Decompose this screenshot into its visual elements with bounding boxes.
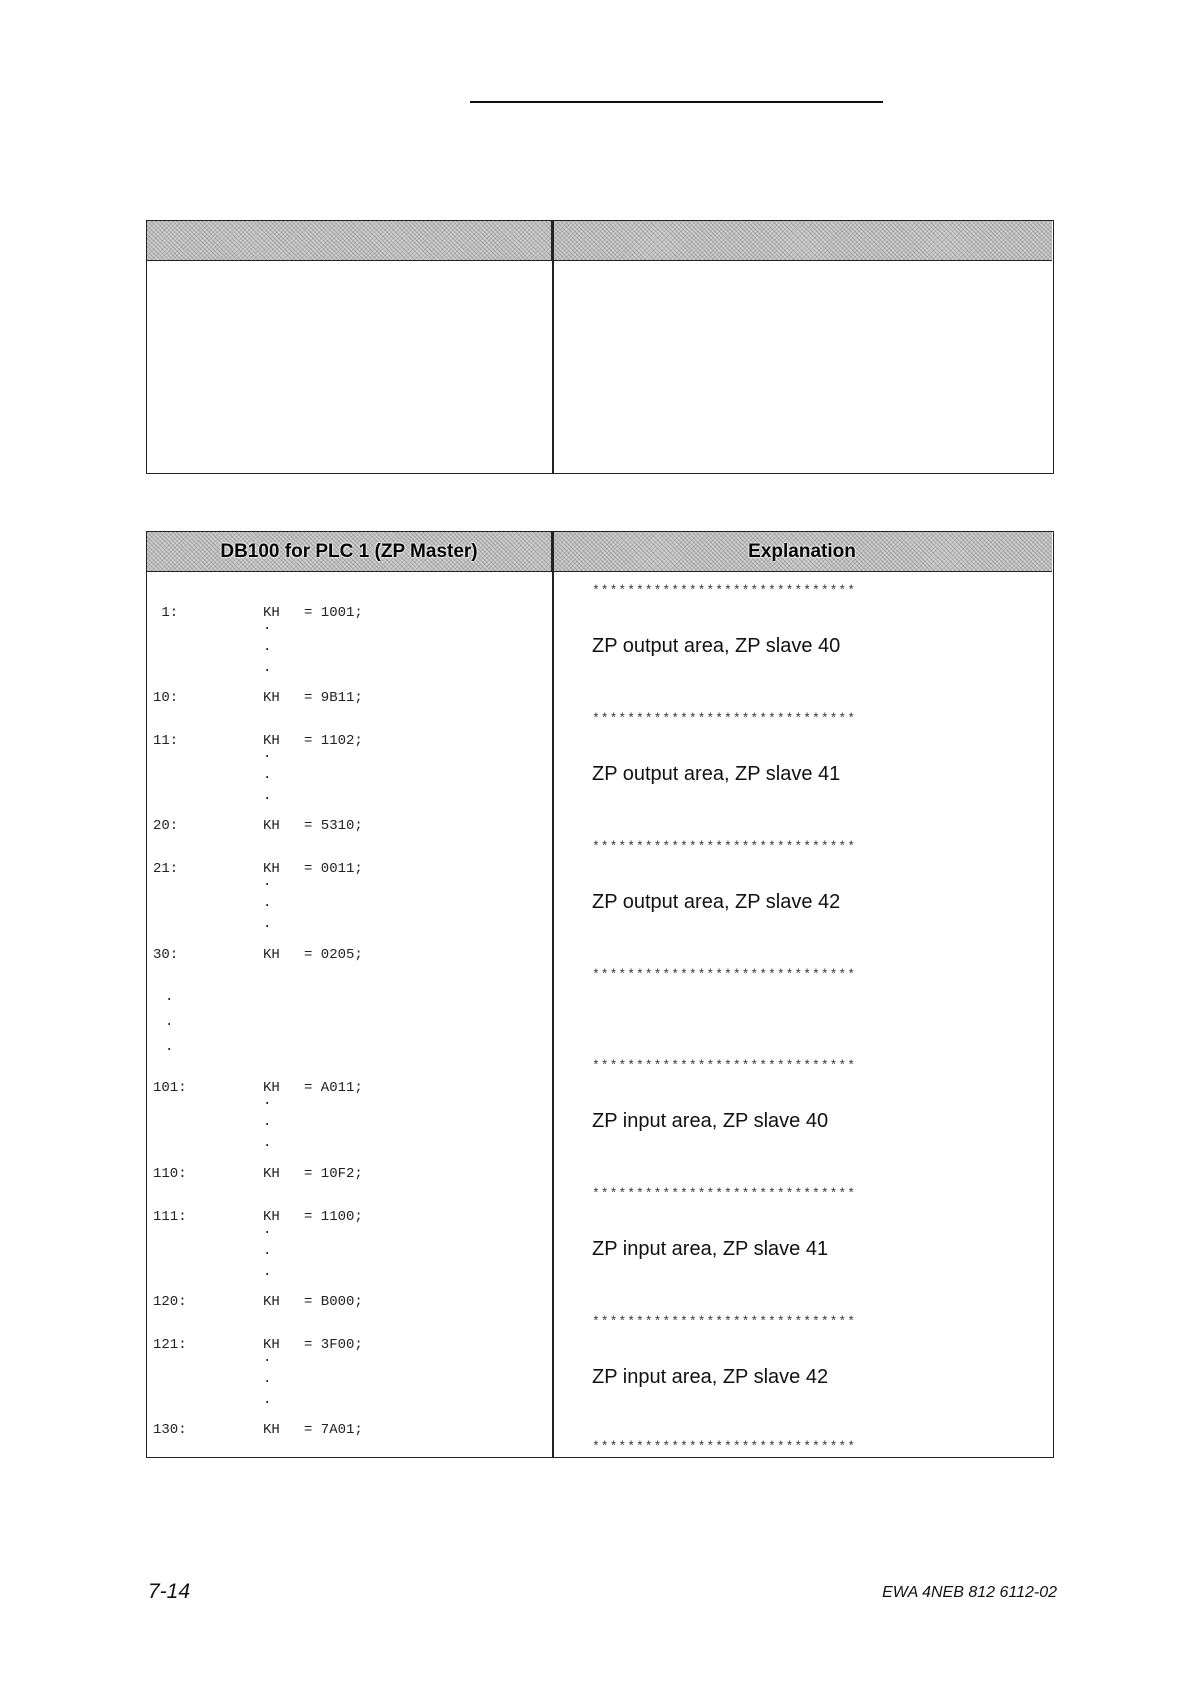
ellipsis-dot: .: [263, 1114, 272, 1130]
line-number: 111:: [153, 1209, 187, 1225]
ellipsis-dot: .: [263, 895, 272, 911]
kh-value: = 0205;: [304, 947, 363, 963]
line-number: 121:: [153, 1337, 187, 1353]
explanation-text: ZP input area, ZP slave 40: [592, 1110, 829, 1132]
kh-keyword: KH: [263, 861, 280, 877]
ellipsis-dot: .: [165, 989, 174, 1005]
ellipsis-dot: .: [263, 1371, 272, 1387]
kh-keyword: KH: [263, 1166, 280, 1182]
empty-table: [146, 220, 1054, 474]
table2-column-divider: [552, 532, 554, 1457]
explanation-text: ZP output area, ZP slave 40: [592, 635, 841, 657]
explanation-text: ZP input area, ZP slave 42: [592, 1366, 829, 1388]
kh-keyword: KH: [263, 605, 280, 621]
line-number: 21:: [153, 861, 179, 877]
kh-value: = 1102;: [304, 733, 363, 749]
ellipsis-dot: .: [165, 1014, 174, 1030]
ellipsis-dot: .: [263, 1264, 272, 1280]
kh-value: = 7A01;: [304, 1422, 363, 1438]
kh-keyword: KH: [263, 947, 280, 963]
ellipsis-dot: .: [263, 788, 272, 804]
ellipsis-dot: .: [263, 1093, 272, 1109]
kh-keyword: KH: [263, 1422, 280, 1438]
explanation-text: ZP output area, ZP slave 42: [592, 891, 841, 913]
kh-value: = 1100;: [304, 1209, 363, 1225]
explanation-text: ZP output area, ZP slave 41: [592, 763, 841, 785]
kh-keyword: KH: [263, 1337, 280, 1353]
line-number: 130:: [153, 1422, 187, 1438]
ellipsis-dot: .: [263, 874, 272, 890]
table1-header-right: [552, 221, 1052, 261]
line-number: 30:: [153, 947, 179, 963]
kh-keyword: KH: [263, 1080, 280, 1096]
document-id: EWA 4NEB 812 6112-02: [882, 1584, 1057, 1601]
kh-keyword: KH: [263, 1294, 280, 1310]
kh-value: = 0011;: [304, 861, 363, 877]
kh-keyword: KH: [263, 1209, 280, 1225]
kh-keyword: KH: [263, 818, 280, 834]
star-separator: ******************************: [592, 711, 857, 726]
ellipsis-dot: .: [263, 746, 272, 762]
kh-value: = 10F2;: [304, 1166, 363, 1182]
ellipsis-dot: .: [263, 767, 272, 783]
star-separator: ******************************: [592, 967, 857, 982]
kh-keyword: KH: [263, 733, 280, 749]
star-separator: ******************************: [592, 583, 857, 598]
ellipsis-dot: .: [263, 1392, 272, 1408]
ellipsis-dot: .: [263, 1135, 272, 1151]
ellipsis-dot: .: [263, 660, 272, 676]
db100-header-label: DB100 for PLC 1 (ZP Master): [220, 540, 478, 562]
explanation-text: ZP input area, ZP slave 41: [592, 1238, 829, 1260]
ellipsis-dot: .: [263, 1243, 272, 1259]
line-number: 101:: [153, 1080, 187, 1096]
ellipsis-dot: .: [263, 618, 272, 634]
db100-table: [146, 531, 1054, 1458]
star-separator: ******************************: [592, 1186, 857, 1201]
ellipsis-dot: .: [263, 1222, 272, 1238]
ellipsis-dot: .: [165, 1039, 174, 1055]
star-separator: ******************************: [592, 1058, 857, 1073]
star-separator: ******************************: [592, 839, 857, 854]
ellipsis-dot: .: [263, 1350, 272, 1366]
line-number: 120:: [153, 1294, 187, 1310]
table1-header-left: [147, 221, 552, 261]
ellipsis-dot: .: [263, 916, 272, 932]
top-rule: [470, 101, 883, 103]
table2-header-left: [147, 532, 552, 572]
star-separator: ******************************: [592, 1314, 857, 1329]
line-number: 11:: [153, 733, 179, 749]
kh-value: = 5310;: [304, 818, 363, 834]
kh-value: = 3F00;: [304, 1337, 363, 1353]
kh-value: = B000;: [304, 1294, 363, 1310]
line-number: 110:: [153, 1166, 187, 1182]
table1-column-divider: [552, 221, 554, 473]
explanation-header-label: Explanation: [748, 540, 856, 562]
table2-header-right: [552, 532, 1052, 572]
kh-keyword: KH: [263, 690, 280, 706]
page-number: 7-14: [148, 1580, 191, 1603]
ellipsis-dot: .: [263, 639, 272, 655]
kh-value: = A011;: [304, 1080, 363, 1096]
kh-value: = 9B11;: [304, 690, 363, 706]
line-number: 20:: [153, 818, 179, 834]
line-number: 1:: [153, 605, 179, 621]
line-number: 10:: [153, 690, 179, 706]
kh-value: = 1001;: [304, 605, 363, 621]
star-separator: ******************************: [592, 1439, 857, 1454]
